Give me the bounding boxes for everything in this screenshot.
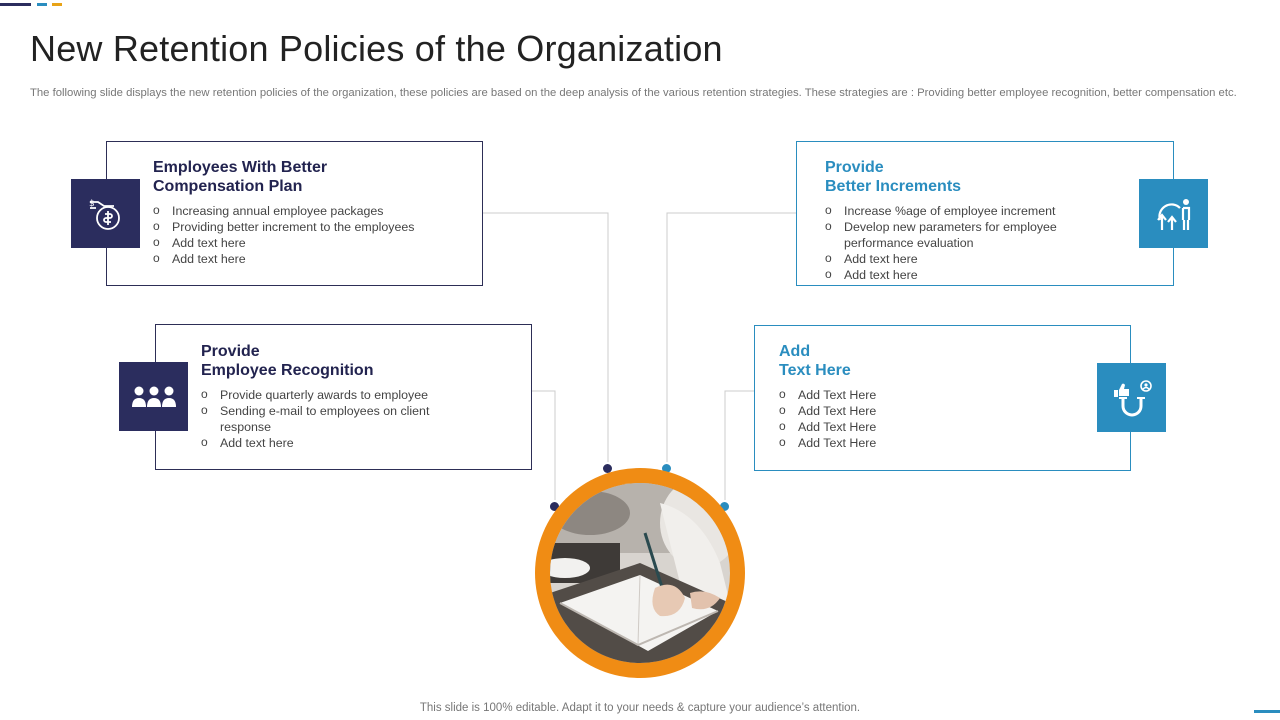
card-increments (796, 141, 1174, 286)
list-item: o Add text here (825, 267, 1133, 283)
list-item: o Add text here (153, 251, 462, 267)
card-recognition-title (201, 342, 511, 380)
card-increments-title-line2: Better Increments (825, 178, 962, 195)
growth-person-icon (1139, 179, 1208, 248)
card-compensation (106, 141, 483, 286)
corner-accent-bar (1254, 710, 1280, 713)
card-compensation-title (153, 158, 462, 196)
card-add-text-title (779, 342, 1090, 380)
list-item: o Add text here (825, 251, 1133, 267)
card-add-text-title-line2: Text Here (779, 362, 851, 379)
list-item: o Increasing annual employee packages (153, 203, 462, 219)
list-item: o Develop new parameters for employee (825, 219, 1133, 235)
card-recognition-title-line1: Provide (201, 343, 260, 360)
list-item: o Add text here (153, 235, 462, 251)
list-item: o Providing better increment to the employees (153, 219, 462, 235)
card-increments-title-line1: Provide (825, 159, 884, 176)
card-increments-title (825, 158, 1133, 196)
list-item: o Increase %age of employee increment (825, 203, 1133, 219)
card-increments-list (825, 203, 1133, 283)
list-item: o Add Text Here (779, 419, 1090, 435)
hand-coins-icon (71, 179, 140, 248)
card-add-text-list (779, 387, 1090, 451)
writing-notebook-photo (550, 483, 730, 663)
card-compensation-title-line1: Employees With Better (153, 159, 328, 176)
page-subtitle: The following slide displays the new retention policies of the organization, these policies are based on the deep analysis of the various retention strategies. These strategies are : Providing better employee recognition, better compensation etc. (30, 87, 1237, 99)
svg-text:$: $ (88, 198, 95, 209)
card-add-text (754, 325, 1131, 471)
card-compensation-list (153, 203, 462, 267)
list-item: o Provide quarterly awards to employee (201, 387, 511, 403)
list-item: o Add text here (201, 435, 511, 451)
card-recognition (155, 324, 532, 470)
list-item: response (220, 420, 271, 434)
connector-add-text (725, 391, 754, 506)
team-group-icon (119, 362, 188, 431)
list-item: o Add Text Here (779, 403, 1090, 419)
page-title: New Retention Policies of the Organization (30, 28, 723, 69)
magnet-thumbs-up-icon (1097, 363, 1166, 432)
card-compensation-title-line2: Compensation Plan (153, 178, 303, 195)
connector-recognition (532, 391, 555, 506)
list-item: o Add Text Here (779, 435, 1090, 451)
card-recognition-title-line2: Employee Recognition (201, 362, 374, 379)
list-item: o Sending e-mail to employees on client (201, 403, 511, 419)
footer-note: This slide is 100% editable. Adapt it to your needs & capture your audience’s attention. (419, 702, 861, 714)
card-recognition-list (201, 387, 511, 451)
list-item: o Add Text Here (779, 387, 1090, 403)
list-item: performance evaluation (844, 236, 974, 250)
card-add-text-title-line1: Add (779, 343, 811, 360)
